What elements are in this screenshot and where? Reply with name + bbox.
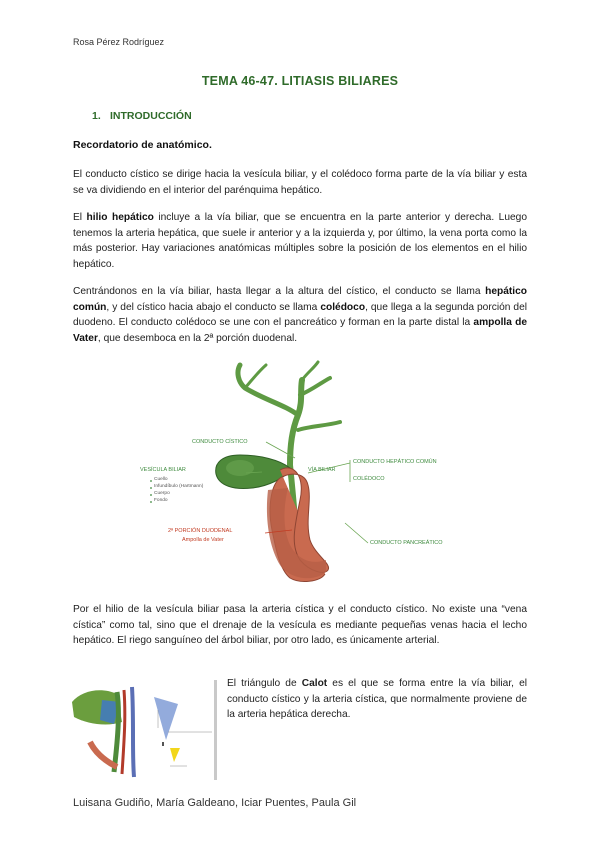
paragraph-hilio-vesicula: Por el hilio de la vesícula biliar pasa la arteria cística y el conducto cístico. No existe una “vena cística” como tal, sino que el drenaje de la vesícula es mediante pequeñas venas hacia el lecho hepático. El riego sanguíneo del árbol biliar, por otro lado, es únicamente arterial. [73,604,527,646]
paragraph-via-biliar [73,284,527,346]
label-via-biliar: VÍA BILIAR [308,467,336,473]
label-coledoco: COLÉDOCO [353,476,385,482]
document-title: TEMA 46-47. LITIASIS BILIARES [201,74,399,88]
biliary-anatomy-diagram [140,360,470,585]
label-vesicula-part: Cuello [154,477,168,482]
paragraph-hilio [73,210,527,272]
term-calot: Calot [301,678,328,689]
label-conducto-cistico: CONDUCTO CÍSTICO [192,439,248,445]
section-heading [92,110,192,122]
term-hilio-hepatico: hilio hepático [86,212,154,223]
label-conducto-pancreatico: CONDUCTO PANCREÁTICO [370,540,443,546]
text-run: , que desemboca en la 2ª porción duodenal. [97,332,298,344]
text-run: es el que se forma entre la vía biliar, el conducto cístico y la arteria cística, que normalmente proviene de la arteria hepática derecha. [227,678,527,720]
label-vesicula-part: Cuerpo [154,491,170,496]
figure-divider [214,680,217,780]
text-run: incluye a la vía biliar, que se encuentra en la parte anterior y derecha. Luego tenemos la arteria hepática, que suele ir anterior y a la izquierda y, por último, la vena porta como la más posterior. Hay variaciones anatómicas múltiples sobre la posición de los elementos en el hilio hepático. [73,212,527,270]
subheading: Recordatorio de anatómico. [73,139,212,151]
text-run: , que llega a la segunda porción del duodeno. El conducto colédoco se une con el pancreático y forman en la parte distal la [73,301,528,328]
term-hepatico-comun: hepático común [73,286,527,313]
page-footer-authors: Luisana Gudiño, María Galdeano, Iciar Puentes, Paula Gil [73,797,357,809]
text-run: Centrándonos en la vía biliar, hasta llegar a la altura del cístico, el conducto se llama [73,286,486,297]
duodenum [267,468,329,582]
section-label: INTRODUCCIÓN [110,110,192,122]
label-ampolla-vater: Ampolla de Vater [182,537,224,543]
label-hepatico-comun: CONDUCTO HEPÁTICO COMÚN [353,459,437,465]
paragraph-calot [227,676,527,723]
section-number: 1. [92,110,101,122]
text-run: , y del cístico hacia abajo el conducto se llama [106,301,321,313]
text-run: El triángulo de [227,678,302,689]
label-vesicula-biliar: VESÍCULA BILIAR [140,467,186,473]
calot-triangle-figure [62,682,217,780]
label-vesicula-part: Infundíbulo (Hartmann) [154,484,204,489]
term-ampolla-vater: ampolla de Vater [73,317,527,344]
calot-triangle-illustration [62,682,217,780]
label-porcion-duodenal: 2ª PORCIÓN DUODENAL [168,528,233,534]
page-header-author: Rosa Pérez Rodríguez [73,37,165,47]
paragraph-cistico: El conducto cístico se dirige hacia la vesícula biliar, y el colédoco forma parte de la vía biliar y esta se va dividiendo en el interior del parénquima hepático. [73,169,527,196]
bullet-dots [150,480,152,503]
biliary-anatomy-illustration [140,360,470,585]
text-run: El [73,212,87,223]
term-coledoco: colédoco [320,301,366,313]
label-vesicula-part: Fondo [154,498,168,503]
